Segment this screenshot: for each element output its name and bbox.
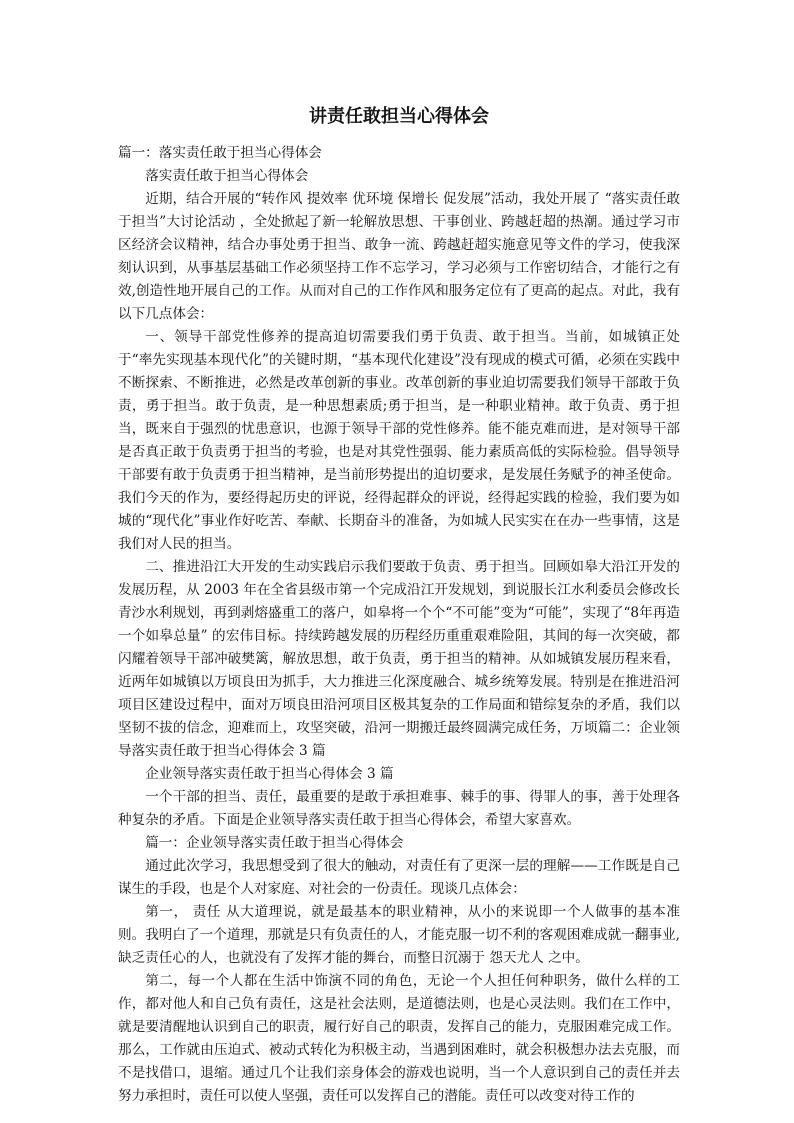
paragraph-point-one: 一、领导干部党性修养的提高迫切需要我们勇于负责、敢于担当。当前，如城镇正处于“率先实现基本现代化”的关键时期，“基本现代化建设”没有现成的模式可循，必须在实践中不断探索、不断推进，必然是改革创新的事业。改革创新的事业迫切需要我们领导干部敢于负责，勇于担当。敢于负责，是一种思想素质;勇于担当，是一种职业精神。敢于负责、勇于担当，既来自于强烈的忧患意识，也源于领导干部的党性修养。能不能克难而进，是对领导干部是否真正敢于负责勇于担当的考验，也是对其党性强弱、能力素质高低的实际检验。倡导领导干部要有敢于负责勇于担当精神，是当前形势提出的迫切要求，是发展任务赋予的神圣使命。我们今天的作为，要经得起历史的评说，经得起群众的评说，经得起实践的检验，我们要为如城的“现代化”事业作好吃苦、奉献、长期奋斗的准备，为如城人民实实在在办一些事情，这是我们对人民的担当。 xyxy=(118,329,680,552)
document-title: 讲责任敢担当心得体会 xyxy=(309,106,489,127)
part2-subtitle: 企业领导落实责任敢于担当心得体会 3 篇 xyxy=(145,766,394,782)
part2-body-intro: 通过此次学习，我思想受到了很大的触动，对责任有了更深一层的理解——工作既是自己谋生的手段，也是个人对家庭、对社会的一份责任。现谈几点体会： xyxy=(118,858,680,897)
part2-body-first: 第一， 责任 从大道理说，就是最基本的职业精神，从小的来说即一个人做事的基本准则。我明白了一个道理，那就是只有负责任的人，才能克服一切不利的客观困难成就一翻事业,缺乏责任心的人，也就没有了发挥才能的舞台，而整日沉溺于 怨天尤人 之中。 xyxy=(118,904,680,966)
paragraph-intro: 近期，结合开展的“转作风 提效率 优环境 保增长 促发展”活动，我处开展了 “落实责任敢于担当”大讨论活动 ，全处掀起了新一轮解放思想、干事创业、跨越赶超的热潮。通过学习市区经济会议精神，结合办事处勇于担当、敢争一流、跨越赶超实施意见等文件的学习，使我深刻认识到，从事基层基础工作必须坚持工作不忘学习，学习必须与工作密切结合，才能行之有效,创造性地开展自己的工作。从而对自己的工作作风和服务定位有了更高的起点。对此，我有以下几点体会： xyxy=(118,191,680,322)
part1-heading: 篇一：落实责任敢于担当心得体会 xyxy=(118,145,322,161)
part2-heading: 篇一：企业领导落实责任敢于担当心得体会 xyxy=(145,835,404,851)
part1-subtitle: 落实责任敢于担当心得体会 xyxy=(145,168,309,184)
part2-summary: 一个干部的担当、责任，最重要的是敢于承担难事、棘手的事、得罪人的事，善于处理各种复杂的矛盾。下面是企业领导落实责任敢于担当心得体会，希望大家喜欢。 xyxy=(118,789,680,828)
paragraph-point-two: 二、推进沿江大开发的生动实践启示我们要敢于负责、勇于担当。回顾如皋大沿江开发的发展历程，从 2003 年在全省县级市第一个完成沿江开发规划，到说服长江水利委员会修改长青沙水利规划，再到剥熔盛重工的落户，如皋将一个个“不可能”变为“可能”，实现了“8年再造一个如皋总量” 的宏伟目标。持续跨越发展的历程经历重重艰难险阻，其间的每一次突破，都闪耀着领导干部冲破樊篱，解放思想，敢于负责，勇于担当的精神。从如城镇发展历程来看，近两年如城镇以万顷良田为抓手，大力推进三化深度融合、城乡统筹发展。特别是在推进沿河项目区建设过程中，面对万顷良田沿河项目区极其复杂的工作局面和错综复杂的矛盾，我们以坚韧不拔的信念，迎难而上，攻坚突破，沿河一期搬迁最终圆满完成任务，万顷篇二：企业领导落实责任敢于担当心得体会 3 篇 xyxy=(118,559,680,759)
document-page xyxy=(118,100,680,1108)
part2-body-second: 第二，每一个人都在生活中饰演不同的角色，无论一个人担任何种职务，做什么样的工作，都对他人和自己负有责任，这是社会法则，是道德法则，也是心灵法则。我们在工作中，就是要清醒地认识到自己的职责，履行好自己的职责，发挥自己的能力，克服困难完成工作。那么，工作就由压迫式、被动式转化为积极主动，当遇到困难时，就会积极想办法去克服，而不是找借口，退缩。通过几个让我们亲身体会的游戏也说明，当一个人意识到自己的责任并去努力承担时，责任可以使人坚强，责任可以发挥自己的潜能。责任可以改变对待工作的 xyxy=(118,973,680,1104)
